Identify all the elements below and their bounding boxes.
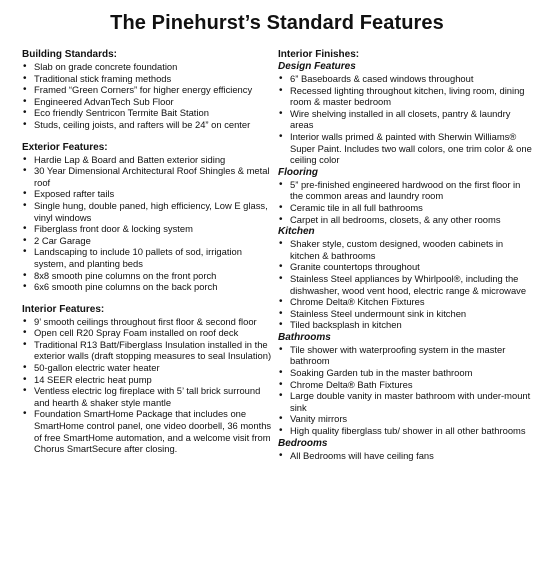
list-item: • Shaker style, custom designed, wooden cabinets in kitchen & bathrooms — [278, 238, 532, 261]
list-item: • 6” Baseboards & cased windows throughout — [278, 73, 532, 85]
list-item: • Slab on grade concrete foundation — [22, 61, 276, 73]
feature-list — [22, 61, 276, 131]
subsection-heading: Kitchen — [278, 226, 315, 238]
subsection-heading: Bathrooms — [278, 331, 331, 343]
list-item: • Stainless Steel appliances by Whirlpool®, including the dishwasher, wood vent hood, electric range & microwave — [278, 273, 532, 296]
list-item: • Wire shelving installed in all closets, pantry & laundry areas — [278, 108, 532, 131]
list-item: • High quality fiberglass tub/ shower in all other bathrooms — [278, 425, 532, 437]
list-item: • Tile shower with waterproofing system in the master bathroom — [278, 344, 532, 367]
subsection-heading: Design Features — [278, 61, 356, 72]
list-item: • Soaking Garden tub in the master bathroom — [278, 367, 532, 379]
list-item: • Foundation SmartHome Package that includes one SmartHome control panel, one video doorbell, 36 months of free SmartHome automation, and a welcome visit from Chorus SmartSecure after closing. — [22, 408, 276, 454]
feature-list — [22, 316, 276, 455]
interior-finishes-groups — [278, 61, 532, 461]
list-item: • Landscaping to include 10 pallets of sod, irrigation system, and planting beds — [22, 246, 276, 269]
list-item: • 5” pre-finished engineered hardwood on the first floor in the common areas and laundry room — [278, 179, 532, 202]
list-item: • Exposed rafter tails — [22, 188, 276, 200]
list-item: • Eco friendly Sentricon Termite Bait Station — [22, 107, 276, 119]
list-item: • Chrome Delta® Bath Fixtures — [278, 379, 532, 391]
list-item: • Studs, ceiling joists, and rafters will be 24” on center — [22, 119, 276, 131]
section-heading: Interior Features: — [22, 303, 105, 315]
list-item: • Vanity mirrors — [278, 413, 532, 425]
list-item: • Stainless Steel undermount sink in kitchen — [278, 308, 532, 320]
right-column — [278, 49, 532, 466]
subsection-heading: Bedrooms — [278, 437, 328, 449]
feature-list — [22, 154, 276, 293]
list-item: • Engineered AdvanTech Sub Floor — [22, 96, 276, 108]
page-title: The Pinehurst’s Standard Features — [110, 12, 444, 34]
list-item: • Interior walls primed & painted with Sherwin Williams® Super Paint. Includes two wall colors, one trim color & one ceiling color — [278, 131, 532, 166]
feature-list — [278, 73, 532, 166]
section-heading: Interior Finishes: — [278, 49, 360, 60]
list-item: • Recessed lighting throughout kitchen, living room, dining room & master bedroom — [278, 85, 532, 108]
list-item: • Chrome Delta® Kitchen Fixtures — [278, 296, 532, 308]
list-item: • Tiled backsplash in kitchen — [278, 319, 532, 331]
list-item: • Hardie Lap & Board and Batten exterior siding — [22, 154, 276, 166]
list-item: • Fiberglass front door & locking system — [22, 223, 276, 235]
section-heading: Building Standards: — [22, 49, 117, 60]
feature-list — [278, 450, 532, 462]
list-item: • 6x6 smooth pine columns on the back porch — [22, 281, 276, 293]
list-item: • All Bedrooms will have ceiling fans — [278, 450, 532, 462]
list-item: • 8x8 smooth pine columns on the front porch — [22, 270, 276, 282]
features-columns — [22, 49, 532, 466]
list-item: • Granite countertops throughout — [278, 261, 532, 273]
feature-list — [278, 344, 532, 437]
list-item: • 14 SEER electric heat pump — [22, 374, 276, 386]
list-item: • Ceramic tile in all full bathrooms — [278, 202, 532, 214]
feature-list — [278, 238, 532, 331]
feature-list — [278, 179, 532, 225]
list-item: • Traditional stick framing methods — [22, 73, 276, 85]
section-heading: Exterior Features: — [22, 141, 108, 153]
list-item: • Single hung, double paned, high efficiency, Low E glass, vinyl windows — [22, 200, 276, 223]
list-item: • Large double vanity in master bathroom with under-mount sink — [278, 390, 532, 413]
list-item: • 30 Year Dimensional Architectural Roof Shingles & metal roof — [22, 165, 276, 188]
list-item: • Carpet in all bedrooms, closets, & any other rooms — [278, 214, 532, 226]
list-item: • Ventless electric log fireplace with 5’ tall brick surround and hearth & shaker style mantle — [22, 385, 276, 408]
list-item: • Traditional R13 Batt/Fiberglass Insulation installed in the exterior walls (draft stopping measures to seal Insulation) — [22, 339, 276, 362]
list-item: • 50-gallon electric water heater — [22, 362, 276, 374]
list-item: • Open cell R20 Spray Foam installed on roof deck — [22, 327, 276, 339]
list-item: • 9’ smooth ceilings throughout first floor & second floor — [22, 316, 276, 328]
left-column — [22, 49, 276, 466]
subsection-heading: Flooring — [278, 166, 318, 178]
list-item: • Framed “Green Corners” for higher energy efficiency — [22, 84, 276, 96]
list-item: • 2 Car Garage — [22, 235, 276, 247]
